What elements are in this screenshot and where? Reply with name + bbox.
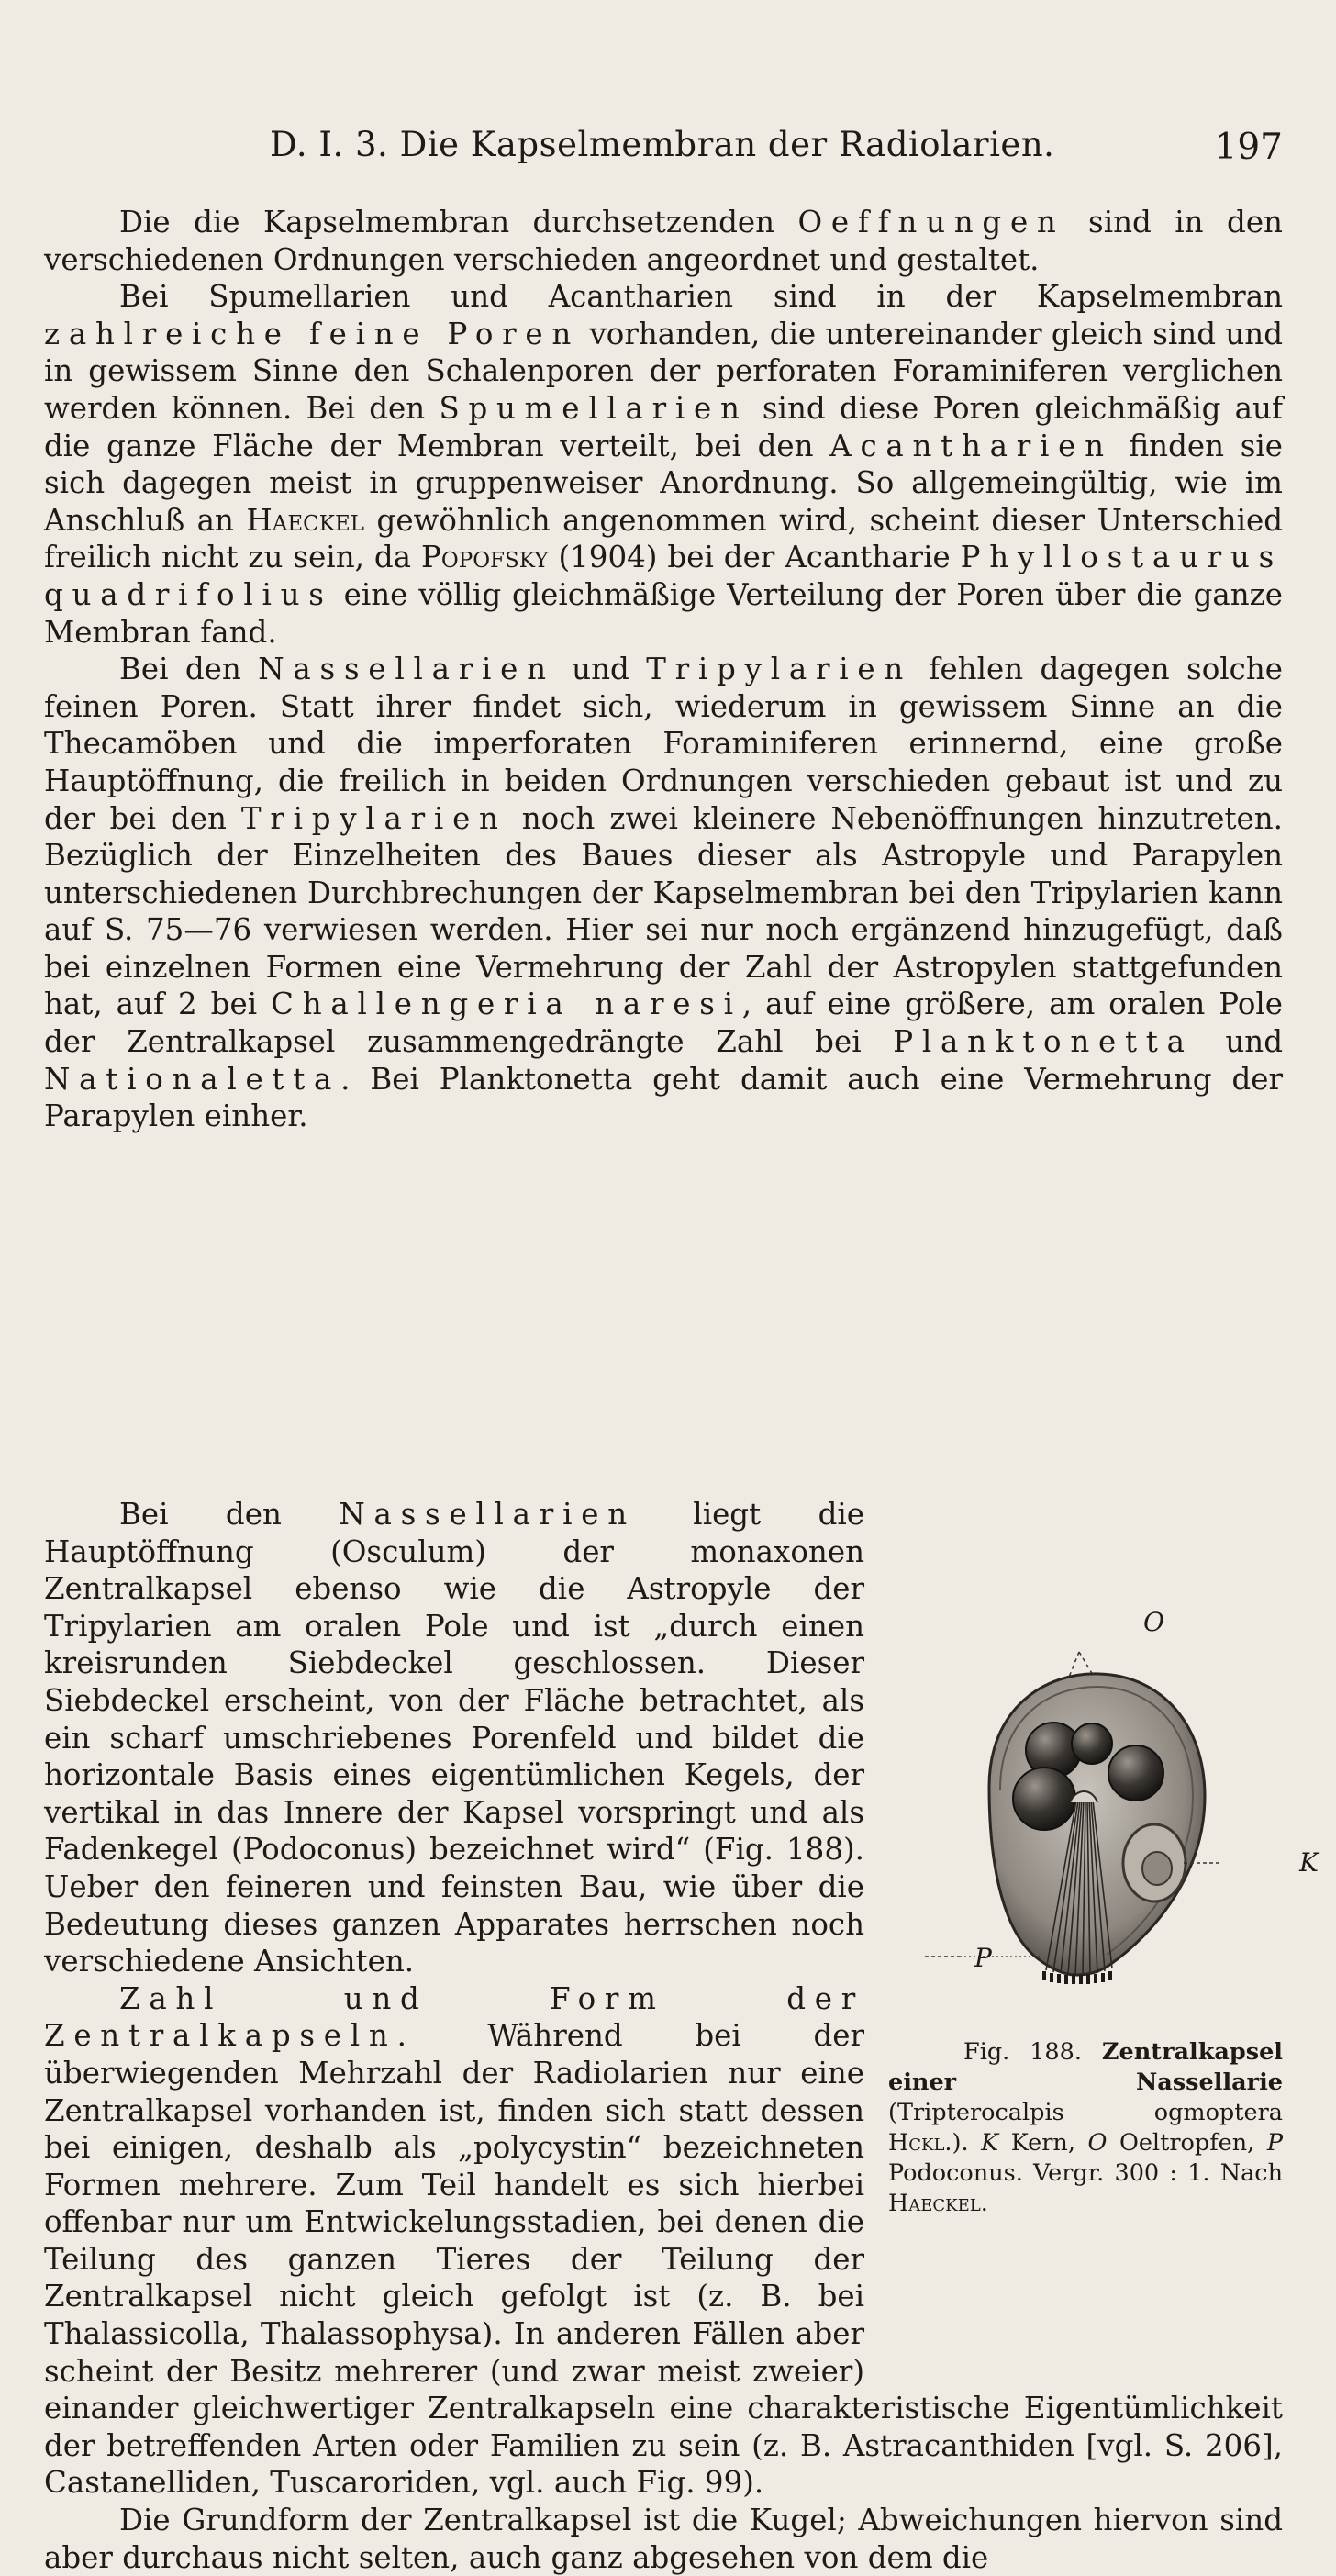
- text-run: fehlen dagegen solche feinen Poren. Statt ihrer findet sich, wiederum in gewissem Sinne an die Thecamöben und die imperforaten Foraminiferen erinnernd, eine große Hauptöffnung, die freilich in beiden Ordnungen verschieden gebaut ist und zu der bei den: [44, 652, 1283, 836]
- text-run: Bei den: [119, 1497, 340, 1532]
- italic-letter: O: [1087, 2129, 1108, 2157]
- text-run: . Bei Planktonetta geht damit auch eine Vermehrung der Parapylen einher.: [44, 1061, 1283, 1134]
- text-run: finden sie sich dagegen meist in gruppenweiser Anordnung. So allgemeingültig, wie im Anschluß an: [44, 428, 1283, 538]
- label-k: K: [1299, 1847, 1319, 1878]
- text-run: (1904) bei der Acantharie: [548, 540, 961, 575]
- text-run: Während bei der überwiegenden Mehrzahl der Radiolarien nur eine Zentralkapsel vorhanden ist, finden sich statt dessen bei einigen, deshalb als „polycystin“ bezeichneten Formen mehrere. Zum Teil handelt es sich hierbei offenbar nur um Entwickelungsstadien, bei denen die Teilung des ganzen Tieres der Teilung der Zentralkapsel nicht gleich gefolgt ist (z. B. bei Thalassicolla, Thalassophysa). In anderen Fällen aber scheint der Besitz mehrerer (und zwar meist zweier) einander gleichwertiger Zentralkapseln eine charakteristische Eigentümlichkeit der betreffenden Arten oder Familien zu sein (z. B. Astracanthiden [vgl. S. 206], Castanelliden, Tuscaroriden, vgl. auch Fig. 99).: [44, 2018, 1283, 2501]
- spaced-term: Acantharien: [829, 428, 1113, 463]
- caption-title: Zentralkapsel einer Nassellarie: [888, 2038, 1283, 2096]
- spaced-term: Challengeria naresi: [271, 987, 742, 1022]
- caption-text: [888, 2037, 1283, 2219]
- text-run: , auf eine größere, am oralen Pole der Zentralkapsel zusammengedrängte Zahl bei: [44, 987, 1283, 1060]
- spaced-term: Nationaletta: [44, 1061, 341, 1097]
- oil-drop: [1013, 1768, 1075, 1830]
- text-run: Podoconus. Vergr. 300 : 1. Nach: [888, 2159, 1283, 2187]
- text-run: Kern,: [998, 2129, 1088, 2157]
- spaced-term: Nassellarien: [339, 1497, 636, 1532]
- label-p: P: [974, 1943, 992, 1973]
- italic-letter: K: [981, 2129, 999, 2157]
- text-run: vorhanden, die untereinander gleich sind und in gewissem Sinne den Schalenporen der perforaten Foraminiferen verglichen werden können. Bei den: [44, 316, 1283, 426]
- spaced-term: Tripylarien: [240, 800, 507, 836]
- text-run: gewöhnlich angenommen wird, scheint dieser Unterschied freilich nicht zu sein, da: [44, 502, 1283, 575]
- paragraph-main-opening: [44, 651, 1283, 1135]
- text-run: Die Grundform der Zentralkapsel ist die Kugel; Abweichungen hiervon sind aber durchaus nicht selten, auch ganz abgesehen von dem die: [44, 2503, 1283, 2575]
- text-run: Bei Spumellarien und Acantharien sind in der Kapselmembran: [119, 279, 1283, 315]
- label-o: O: [1143, 1607, 1164, 1637]
- author-name: Haeckel: [246, 502, 365, 538]
- text-run: .: [980, 2190, 988, 2217]
- text-run: (Tripterocalpis ogmoptera: [888, 2099, 1283, 2126]
- figure-188: [888, 1571, 1319, 2085]
- paragraph-basic-form: [44, 2502, 1283, 2576]
- spaced-term: Nassellarien: [258, 652, 555, 687]
- text-run: sind diese Poren gleichmäßig auf die ganze Fläche der Membran verteilt, bei den: [44, 390, 1283, 463]
- figure-column: [888, 1571, 1319, 2370]
- paragraph-pores: [44, 278, 1283, 651]
- text-run: sind in den verschiedenen Ordnungen verschieden angeordnet und gestaltet.: [44, 205, 1283, 277]
- text-run: noch zwei kleinere Nebenöffnungen hinzutreten. Bezüglich der Einzelheiten des Baues dieser als Astropyle und Parapylen unterschiedenen Durchbrechungen der Kapselmembran bei den Tripylarien kann auf S. 75—76 verwiesen werden. Hier sei nur noch ergänzend hinzugefügt, daß bei einzelnen Formen eine Vermehrung der Zahl der Astropylen stattgefunden hat, auf 2 bei: [44, 800, 1283, 1022]
- text-run: Oeltropfen,: [1107, 2129, 1267, 2157]
- author-name: Popofsky: [421, 540, 549, 575]
- running-title: D. I. 3. Die Kapselmembran der Radiolarien.: [270, 125, 1055, 164]
- spaced-term: Oeffnungen: [797, 205, 1065, 240]
- text-run: liegt die Hauptöffnung (Osculum) der monaxonen Zentralkapsel ebenso wie die Astropyle der Tripylarien am oralen Pole und ist „durch einen kreisrunden Siebdeckel geschlossen. Dieser Siebdeckel erscheint, von der Fläche betrachtet, als ein scharf umschriebenes Porenfeld und bildet die horizontale Basis eines eigentümlichen Kegels, der vertikal in das Innere der Kapsel vorspringt und als Fadenkegel (Podoconus) bezeichnet wird“ (Fig. 188). Ueber den feineren und feinsten Bau, wie über die Bedeutung dieses ganzen Apparates herrschen noch verschiedene Ansichten.: [44, 1497, 864, 1979]
- text-run: Bei den: [119, 652, 259, 687]
- spaced-heading: Zahl und Form der Zentralkapseln.: [44, 1980, 864, 2054]
- paragraph-openings: [44, 204, 1283, 278]
- oil-drop: [1108, 1745, 1163, 1801]
- figure-caption: [888, 2037, 1283, 2219]
- spaced-term: Spumellarien: [439, 390, 749, 426]
- text-run: Fig. 188.: [963, 2038, 1102, 2066]
- text-run: und: [1193, 1024, 1284, 1060]
- italic-letter: P: [1266, 2129, 1283, 2157]
- author-name: Haeckel: [888, 2190, 981, 2217]
- page-number: 197: [1214, 127, 1283, 168]
- author-name: Hckl.: [888, 2129, 952, 2157]
- text-run: eine völlig gleichmäßige Verteilung der Poren über die ganze Membran fand.: [44, 576, 1283, 650]
- oil-drop: [1072, 1723, 1112, 1764]
- text-run: und: [554, 652, 647, 687]
- spaced-term: Phyllostaurus quadrifolius: [44, 540, 1283, 612]
- text-run: ).: [952, 2129, 982, 2157]
- body-text: [44, 204, 1283, 1135]
- running-header: [44, 117, 1283, 173]
- text-run: Die die Kapselmembran durchsetzenden: [119, 205, 798, 240]
- spaced-term: Tripylarien: [646, 652, 913, 687]
- spaced-term: Planktonetta: [893, 1024, 1194, 1060]
- spaced-term: zahlreiche feine Poren: [44, 316, 581, 351]
- capsule-outline: [989, 1674, 1205, 1975]
- body-text-lower: [44, 1496, 1319, 2576]
